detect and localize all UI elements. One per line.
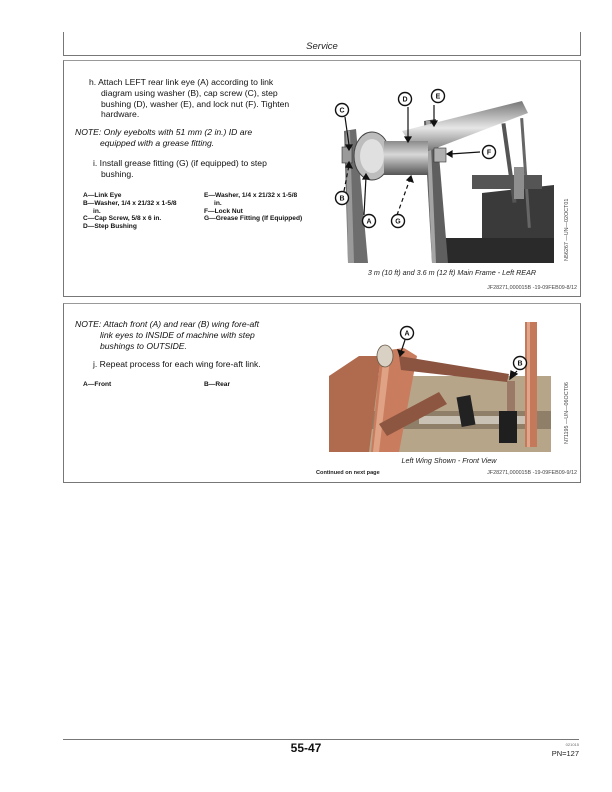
step-i (93, 158, 267, 180)
callout-G (392, 215, 405, 228)
step-h-line: bushing (D), washer (E), and lock nut (F). Tighten (101, 98, 290, 109)
step-i-line: i. Install grease fitting (G) (if equipped) to step (93, 158, 267, 168)
header-title: Service (306, 41, 338, 52)
callout-C (336, 104, 349, 117)
page-number: 55-47 (290, 741, 322, 755)
note-line: link eyes to INSIDE of machine with step (100, 329, 255, 340)
footer-divider (63, 739, 579, 740)
svg-text:A: A (366, 218, 372, 226)
svg-text:F: F (486, 149, 492, 157)
legend-item: E—Washer, 1/4 x 21/32 x 1-5/8 (204, 192, 298, 199)
callout-A (401, 327, 414, 340)
svg-text:A: A (404, 330, 410, 338)
page-header (63, 32, 581, 56)
step-j: j. Repeat process for each wing fore-aft link. (93, 359, 261, 369)
note-line: NOTE: Attach front (A) and rear (B) wing fore-aft (75, 319, 260, 329)
legend-item: A—Front (83, 381, 112, 388)
legend-left (83, 192, 177, 231)
section-wing-link (63, 303, 581, 483)
callout-D (399, 93, 412, 106)
note-wing-link-eyes (75, 319, 259, 351)
step-h-line: diagram using washer (B), cap screw (C), step (101, 87, 278, 98)
note-eyebolts (75, 127, 252, 149)
step-i-line: bushing. (101, 168, 134, 179)
note-line: NOTE: Only eyebolts with 51 mm (2 in.) ID are (75, 127, 253, 137)
step-h-line: h. Attach LEFT rear link eye (A) according to link (89, 77, 274, 87)
legend-item: C—Cap Screw, 5/8 x 6 in. (83, 215, 162, 223)
callout-E (432, 90, 445, 103)
legend-right (204, 381, 230, 389)
legend-item: G—Grease Fitting (If Equipped) (204, 215, 303, 223)
reference-code: JF28271,000015B -19-09FEB09-8/12 (487, 285, 577, 291)
note-line: equipped with a grease fitting. (100, 137, 215, 148)
callout-F (483, 146, 496, 159)
svg-text:D: D (402, 96, 408, 104)
wing-link-illustration (329, 316, 551, 452)
section-rear-link (63, 60, 581, 297)
note-line: bushings to OUTSIDE. (100, 340, 187, 351)
step-h-line: hardware. (101, 109, 140, 120)
figure-left-wing-front (329, 316, 551, 452)
legend-left (83, 381, 111, 389)
legend-item: B—Rear (204, 381, 231, 388)
legend-item: F—Lock Nut (204, 207, 243, 215)
legend-item: B—Washer, 1/4 x 21/32 x 1-5/8 (83, 199, 177, 207)
image-id: N71195 —UN—06OCT06 (564, 382, 570, 444)
svg-text:E: E (435, 93, 441, 101)
legend-item: D—Step Bushing (83, 223, 137, 231)
figure-caption: 3 m (10 ft) and 3.6 m (12 ft) Main Frame - Left REAR (367, 268, 537, 277)
figure-main-frame-rear (332, 83, 554, 263)
main-frame-link-illustration (332, 83, 554, 263)
callout-B (514, 357, 527, 370)
image-id: N56267 —UN—02OCT01 (564, 198, 570, 261)
figure-caption: Left Wing Shown - Front View (401, 456, 497, 465)
svg-text:G: G (395, 218, 401, 226)
legend-item: A—Link Eye (83, 192, 122, 199)
legend-item: in. (214, 199, 222, 207)
callout-B (336, 192, 349, 205)
svg-text:B: B (339, 195, 345, 203)
continued-note: Continued on next page (316, 470, 380, 476)
footer-code: 021015 (565, 742, 579, 747)
legend-item: in. (93, 207, 101, 215)
svg-text:C: C (339, 107, 345, 115)
step-h (89, 77, 289, 120)
callout-A (363, 215, 376, 228)
pn-number: PN=127 (551, 749, 579, 758)
svg-text:B: B (517, 360, 523, 368)
reference-code: JF28271,000015B -19-09FEB09-9/12 (487, 470, 577, 476)
legend-right (204, 192, 302, 223)
